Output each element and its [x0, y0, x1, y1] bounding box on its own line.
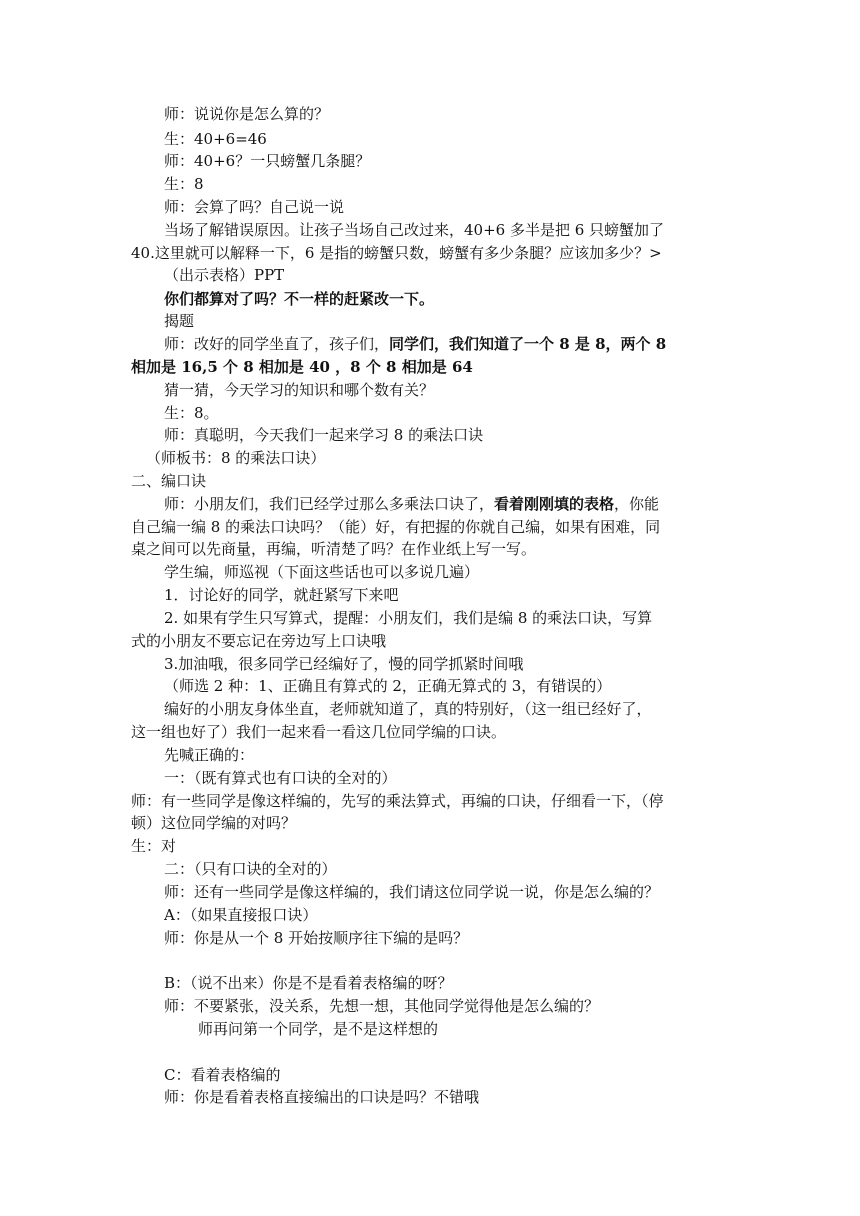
text-line: 式的小朋友不要忘记在旁边写上口诀哦: [131, 632, 387, 650]
text-line: 学生编，师巡视（下面这些话也可以多说几遍）: [164, 563, 480, 581]
text-line: 猜一猜，今天学习的知识和哪个数有关？: [164, 381, 435, 399]
text-line: 顿）这位同学编的对吗？: [131, 814, 297, 832]
text-line: 师：还有一些同学是像这样编的，我们请这位同学说一说，你是怎么编的？: [164, 883, 660, 901]
text-line: （师选 2 种：1、正确且有算式的 2，正确无算式的 3，有错误的）: [164, 677, 612, 695]
text-line: 师再问第一个同学，是不是这样想的: [198, 1020, 439, 1038]
text-line: 40.这里就可以解释一下，6 是指的螃蟹只数，螃蟹有多少条腿？应该加多少？>: [131, 244, 662, 262]
text-line: 这一组也好了）我们一起来看一看这几位同学编的口诀。: [131, 723, 507, 741]
text-line: 一：（既有算式也有口诀的全对的）: [164, 769, 397, 787]
text-line: 师：会算了吗？自己说一说: [164, 198, 345, 216]
text-line: 生：8。: [164, 404, 219, 422]
text-line: [164, 333, 666, 355]
text-line: C：看着表格编的: [164, 1066, 281, 1084]
text-line: 师：不要紧张，没关系，先想一想，其他同学觉得他是怎么编的？: [164, 997, 600, 1015]
text-line: 生：对: [131, 837, 177, 855]
text-line: （出示表格）PPT: [164, 266, 285, 284]
text-line: 自己编一编 8 的乘法口诀吗？（能）好，有把握的你就自己编，如果有困难，同: [131, 518, 661, 536]
text-line-bold: 你们都算对了吗？不一样的赶紧改一下。: [164, 290, 435, 308]
text-line-bold: 相加是 16,5 个 8 相加是 40 ，8 个 8 相加是 64: [131, 358, 473, 376]
text-line: A：（如果直接报口诀）: [164, 906, 318, 924]
text-line: B：（说不出来）你是不是看着表格编的呀？: [164, 974, 453, 992]
text-span-bold: 同学们，我们知道了一个 8 是 8，两个 8: [389, 335, 667, 353]
text-line: 二：（只有口诀的全对的）: [164, 860, 337, 878]
text-line: 师：你是看着表格直接编出的口诀是吗？不错哦: [164, 1088, 480, 1106]
text-line: [164, 493, 659, 515]
text-line: 桌之间可以先商量，再编，听清楚了吗？在作业纸上写一写。: [131, 540, 537, 558]
text-line: 师：40+6？一只螃蟹几条腿？: [164, 152, 371, 170]
text-span-bold: 看着刚刚填的表格: [494, 495, 615, 513]
text-span: 师：改好的同学坐直了，孩子们，: [164, 335, 390, 353]
text-line: 师：说说你是怎么算的？: [164, 105, 330, 123]
text-line: 生：40+6=46: [164, 130, 267, 148]
text-line: 师：你是从一个 8 开始按顺序往下编的是吗？: [164, 929, 469, 947]
text-line: 2. 如果有学生只写算式，提醒：小朋友们，我们是编 8 的乘法口诀，写算: [164, 609, 653, 627]
text-line: 1．讨论好的同学，就赶紧写下来吧: [164, 586, 399, 604]
section-heading: 二、编口诀: [131, 472, 207, 490]
text-line: 生：8: [164, 175, 204, 193]
text-span: ，你能: [614, 495, 660, 513]
text-line: 编好的小朋友身体坐直，老师就知道了，真的特别好，（这一组已经好了，: [164, 700, 652, 718]
text-line: 师：有一些同学是像这样编的，先写的乘法算式，再编的口诀，仔细看一下，（停: [131, 792, 664, 810]
text-line: （师板书：8 的乘法口诀）: [146, 449, 326, 467]
text-line: 师：真聪明，今天我们一起来学习 8 的乘法口诀: [164, 426, 484, 444]
text-line: 揭题: [164, 312, 195, 330]
text-line: 3.加油哦，很多同学已经编好了，慢的同学抓紧时间哦: [164, 655, 524, 673]
text-line: 先喊正确的：: [164, 746, 255, 764]
text-span: 师：小朋友们，我们已经学过那么多乘法口诀了，: [164, 495, 495, 513]
text-line: 当场了解错误原因。让孩子当场自己改过来，40+6 多半是把 6 只螃蟹加了: [164, 221, 665, 239]
